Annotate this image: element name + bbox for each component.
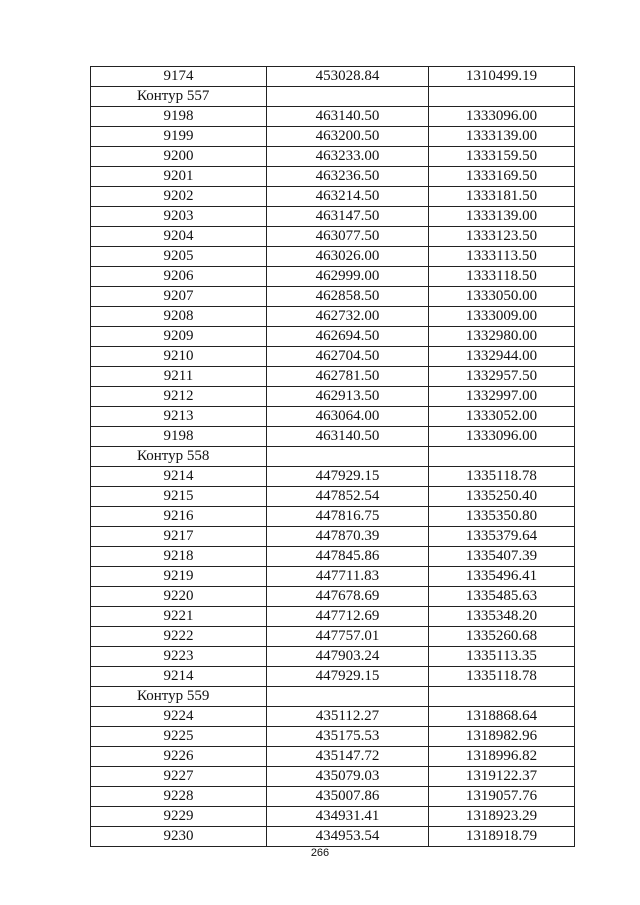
y-coordinate-cell: 1335379.64 (429, 527, 575, 547)
y-coordinate-cell: 1332997.00 (429, 387, 575, 407)
y-coordinate-cell: 1333139.00 (429, 207, 575, 227)
point-number-cell: 9220 (91, 587, 267, 607)
y-coordinate-cell: 1333118.50 (429, 267, 575, 287)
empty-cell (267, 447, 429, 467)
x-coordinate-cell: 447903.24 (267, 647, 429, 667)
point-number-cell: 9230 (91, 827, 267, 847)
table-row (91, 187, 575, 207)
y-coordinate-cell: 1333096.00 (429, 107, 575, 127)
table-row (91, 707, 575, 727)
point-number-cell: 9222 (91, 627, 267, 647)
point-number-cell: 9227 (91, 767, 267, 787)
x-coordinate-cell: 463064.00 (267, 407, 429, 427)
table-row (91, 347, 575, 367)
y-coordinate-cell: 1318982.96 (429, 727, 575, 747)
table-row (91, 507, 575, 527)
point-number-cell: 9213 (91, 407, 267, 427)
table-row (91, 627, 575, 647)
x-coordinate-cell: 462694.50 (267, 327, 429, 347)
table-row (91, 587, 575, 607)
point-number-cell: 9215 (91, 487, 267, 507)
point-number-cell: 9226 (91, 747, 267, 767)
y-coordinate-cell: 1335407.39 (429, 547, 575, 567)
table-row (91, 607, 575, 627)
y-coordinate-cell: 1332980.00 (429, 327, 575, 347)
x-coordinate-cell: 463140.50 (267, 427, 429, 447)
x-coordinate-cell: 447845.86 (267, 547, 429, 567)
table-row (91, 527, 575, 547)
y-coordinate-cell: 1335485.63 (429, 587, 575, 607)
x-coordinate-cell: 435079.03 (267, 767, 429, 787)
contour-label: Контур 558 (91, 447, 267, 467)
contour-header-row (91, 447, 575, 467)
table-row (91, 267, 575, 287)
table-row (91, 67, 575, 87)
table-row (91, 427, 575, 447)
table-row (91, 107, 575, 127)
table-row (91, 147, 575, 167)
contour-label: Контур 557 (91, 87, 267, 107)
table-row (91, 647, 575, 667)
y-coordinate-cell: 1333169.50 (429, 167, 575, 187)
y-coordinate-cell: 1335250.40 (429, 487, 575, 507)
x-coordinate-cell: 447757.01 (267, 627, 429, 647)
table-row (91, 407, 575, 427)
point-number-cell: 9202 (91, 187, 267, 207)
x-coordinate-cell: 462781.50 (267, 367, 429, 387)
x-coordinate-cell: 462913.50 (267, 387, 429, 407)
y-coordinate-cell: 1335260.68 (429, 627, 575, 647)
point-number-cell: 9217 (91, 527, 267, 547)
point-number-cell: 9224 (91, 707, 267, 727)
x-coordinate-cell: 462858.50 (267, 287, 429, 307)
point-number-cell: 9223 (91, 647, 267, 667)
x-coordinate-cell: 463200.50 (267, 127, 429, 147)
table-row (91, 167, 575, 187)
x-coordinate-cell: 462732.00 (267, 307, 429, 327)
point-number-cell: 9218 (91, 547, 267, 567)
point-number-cell: 9174 (91, 67, 267, 87)
table-row (91, 127, 575, 147)
x-coordinate-cell: 462999.00 (267, 267, 429, 287)
x-coordinate-cell: 435175.53 (267, 727, 429, 747)
point-number-cell: 9216 (91, 507, 267, 527)
point-number-cell: 9229 (91, 807, 267, 827)
empty-cell (267, 87, 429, 107)
x-coordinate-cell: 434953.54 (267, 827, 429, 847)
table-row (91, 227, 575, 247)
x-coordinate-cell: 435007.86 (267, 787, 429, 807)
y-coordinate-cell: 1318996.82 (429, 747, 575, 767)
y-coordinate-cell: 1332957.50 (429, 367, 575, 387)
y-coordinate-cell: 1333159.50 (429, 147, 575, 167)
y-coordinate-cell: 1333052.00 (429, 407, 575, 427)
y-coordinate-cell: 1335348.20 (429, 607, 575, 627)
x-coordinate-cell: 447929.15 (267, 467, 429, 487)
table-row (91, 807, 575, 827)
y-coordinate-cell: 1335350.80 (429, 507, 575, 527)
x-coordinate-cell: 447852.54 (267, 487, 429, 507)
y-coordinate-cell: 1333113.50 (429, 247, 575, 267)
point-number-cell: 9208 (91, 307, 267, 327)
table-row (91, 287, 575, 307)
table-row (91, 667, 575, 687)
point-number-cell: 9199 (91, 127, 267, 147)
y-coordinate-cell: 1318923.29 (429, 807, 575, 827)
y-coordinate-cell: 1310499.19 (429, 67, 575, 87)
table-row (91, 727, 575, 747)
x-coordinate-cell: 447816.75 (267, 507, 429, 527)
point-number-cell: 9201 (91, 167, 267, 187)
point-number-cell: 9205 (91, 247, 267, 267)
empty-cell (429, 687, 575, 707)
point-number-cell: 9221 (91, 607, 267, 627)
y-coordinate-cell: 1332944.00 (429, 347, 575, 367)
table-row (91, 767, 575, 787)
y-coordinate-cell: 1333096.00 (429, 427, 575, 447)
point-number-cell: 9198 (91, 107, 267, 127)
x-coordinate-cell: 463214.50 (267, 187, 429, 207)
empty-cell (429, 447, 575, 467)
table-row (91, 747, 575, 767)
point-number-cell: 9206 (91, 267, 267, 287)
point-number-cell: 9198 (91, 427, 267, 447)
x-coordinate-cell: 462704.50 (267, 347, 429, 367)
point-number-cell: 9210 (91, 347, 267, 367)
point-number-cell: 9214 (91, 667, 267, 687)
coordinates-sheet (90, 66, 574, 847)
x-coordinate-cell: 463140.50 (267, 107, 429, 127)
y-coordinate-cell: 1319057.76 (429, 787, 575, 807)
empty-cell (429, 87, 575, 107)
x-coordinate-cell: 447678.69 (267, 587, 429, 607)
y-coordinate-cell: 1335113.35 (429, 647, 575, 667)
contour-label: Контур 559 (91, 687, 267, 707)
table-row (91, 247, 575, 267)
contour-header-row (91, 687, 575, 707)
point-number-cell: 9211 (91, 367, 267, 387)
x-coordinate-cell: 435112.27 (267, 707, 429, 727)
y-coordinate-cell: 1318868.64 (429, 707, 575, 727)
x-coordinate-cell: 463236.50 (267, 167, 429, 187)
x-coordinate-cell: 435147.72 (267, 747, 429, 767)
point-number-cell: 9203 (91, 207, 267, 227)
point-number-cell: 9225 (91, 727, 267, 747)
x-coordinate-cell: 447870.39 (267, 527, 429, 547)
table-row (91, 787, 575, 807)
point-number-cell: 9219 (91, 567, 267, 587)
x-coordinate-cell: 463026.00 (267, 247, 429, 267)
y-coordinate-cell: 1333009.00 (429, 307, 575, 327)
table-row (91, 547, 575, 567)
x-coordinate-cell: 434931.41 (267, 807, 429, 827)
point-number-cell: 9200 (91, 147, 267, 167)
point-number-cell: 9228 (91, 787, 267, 807)
table-row (91, 327, 575, 347)
x-coordinate-cell: 453028.84 (267, 67, 429, 87)
table-row (91, 467, 575, 487)
y-coordinate-cell: 1335118.78 (429, 467, 575, 487)
point-number-cell: 9212 (91, 387, 267, 407)
x-coordinate-cell: 463147.50 (267, 207, 429, 227)
contour-header-row (91, 87, 575, 107)
x-coordinate-cell: 447711.83 (267, 567, 429, 587)
point-number-cell: 9204 (91, 227, 267, 247)
y-coordinate-cell: 1333181.50 (429, 187, 575, 207)
table-row (91, 567, 575, 587)
coordinates-table-body (91, 67, 575, 847)
y-coordinate-cell: 1319122.37 (429, 767, 575, 787)
coordinates-table (90, 66, 575, 847)
point-number-cell: 9214 (91, 467, 267, 487)
x-coordinate-cell: 463077.50 (267, 227, 429, 247)
x-coordinate-cell: 447712.69 (267, 607, 429, 627)
table-row (91, 307, 575, 327)
x-coordinate-cell: 447929.15 (267, 667, 429, 687)
table-row (91, 387, 575, 407)
page-number: 266 (310, 847, 330, 859)
table-row (91, 207, 575, 227)
x-coordinate-cell: 463233.00 (267, 147, 429, 167)
empty-cell (267, 687, 429, 707)
point-number-cell: 9209 (91, 327, 267, 347)
y-coordinate-cell: 1318918.79 (429, 827, 575, 847)
y-coordinate-cell: 1333139.00 (429, 127, 575, 147)
y-coordinate-cell: 1335118.78 (429, 667, 575, 687)
table-row (91, 827, 575, 847)
table-row (91, 367, 575, 387)
point-number-cell: 9207 (91, 287, 267, 307)
table-row (91, 487, 575, 507)
y-coordinate-cell: 1333050.00 (429, 287, 575, 307)
y-coordinate-cell: 1333123.50 (429, 227, 575, 247)
y-coordinate-cell: 1335496.41 (429, 567, 575, 587)
